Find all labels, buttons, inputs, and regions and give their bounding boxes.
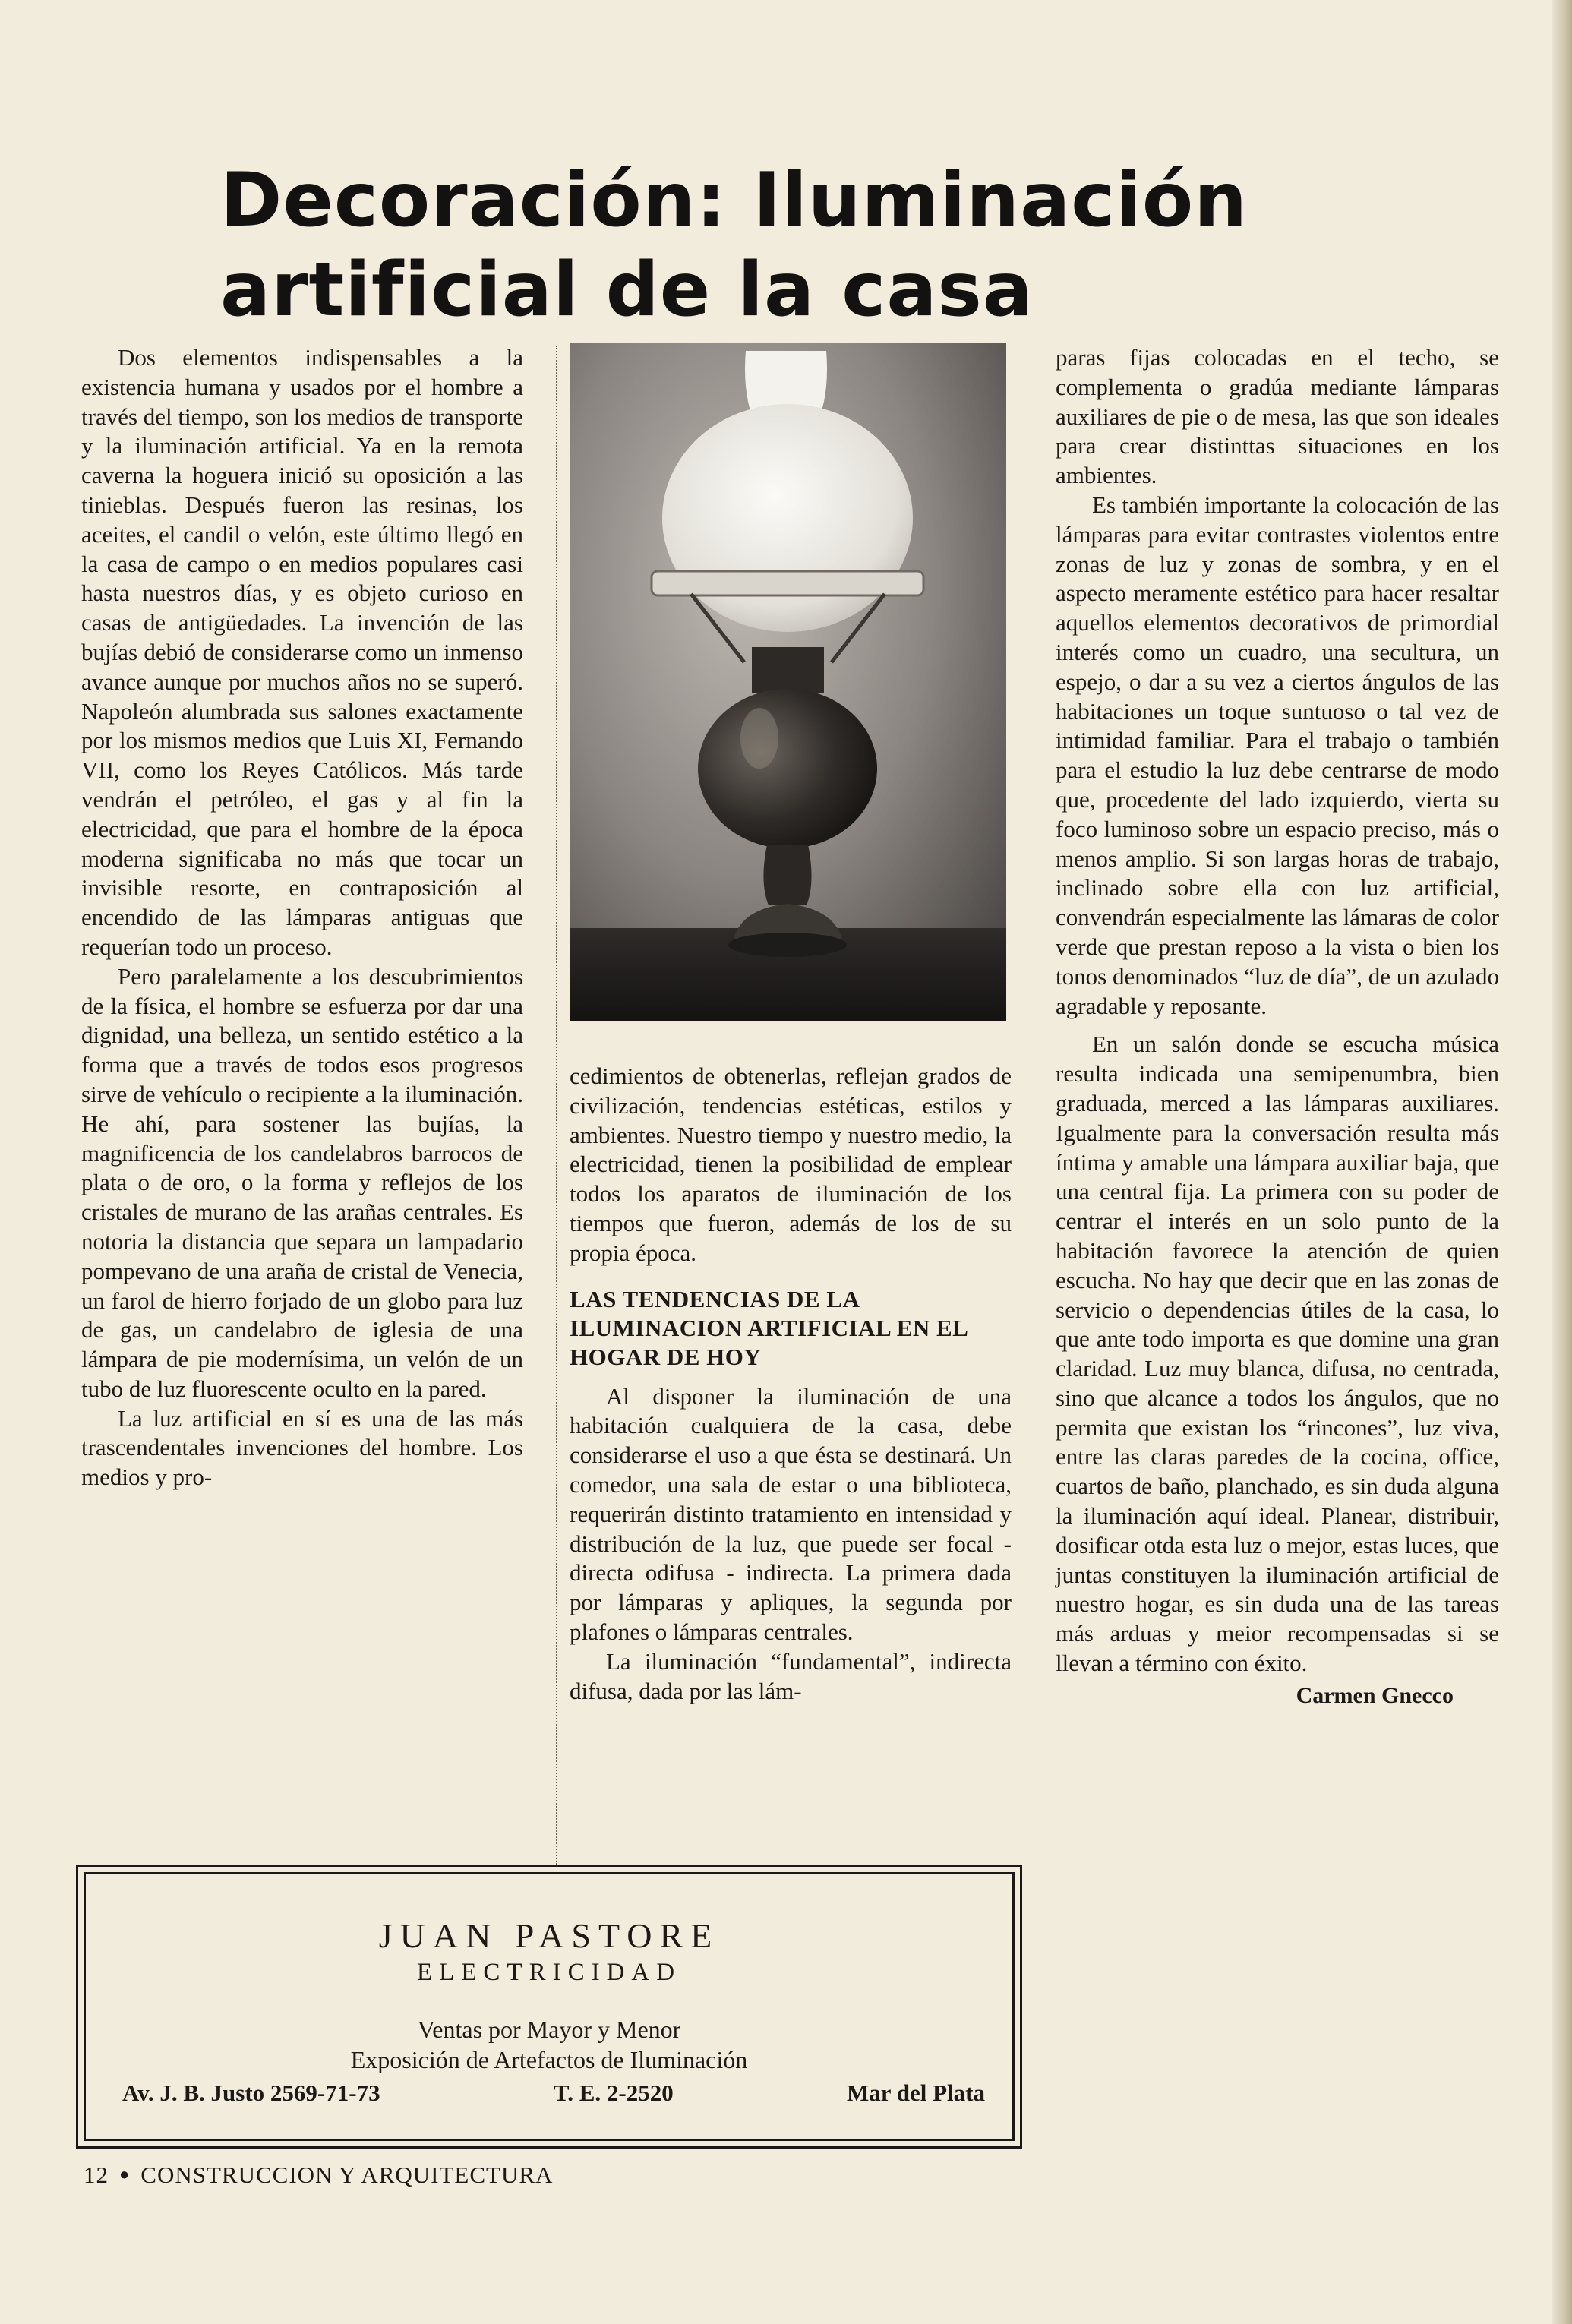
column-divider xyxy=(556,346,558,1865)
bullet-icon: ● xyxy=(119,2165,131,2183)
paragraph: Dos elementos indispensables a la existencia humana y usados por el hombre a través del tiempo, son los medios de transporte y la iluminación artificial. Ya en la remota caverna la hoguera inició su oposición a las tinieblas. Después fueron las resinas, los aceites, el candil o velón, este último llegó en la casa de campo o en medios populares casi hasta nuestros días, y es objeto curioso en casas de antigüedades. La invención de las bujías debió de considerarse como un inmenso avance aunque por muchos años no se superó. Napoleón alumbrada sus salones exactamente por los mismos medios que Luis XI, Fernando VII, como los Reyes Católicos. Más tarde vendrán el petróleo, el gas y al fin la electricidad, que para el hombre de la época moderna significaba no más que tocar un invisible resorte, en contraposición al encendido de las lámparas antiguas que requerían todo un proceso. xyxy=(81,344,523,960)
column-2 xyxy=(570,1062,1012,1706)
article-title xyxy=(220,156,1375,335)
paragraph: Es también importante la colocación de las lámparas para evitar contrastes violentos entre zonas de luz y zonas de sombra, y en el aspecto meramente estético para hacer resaltar aquellos elementos decorativos de primordial interés como un cuadro, una secultura, un espejo, o dar a su vez a ciertos ángulos de las habitaciones un toque suntuoso o tal vez de intimidad familiar. Para el trabajo o también para el estudio la luz debe centrarse de modo que, procedente del lado izquierdo, vierta su foco luminoso sobre un espacio preciso, más o menos amplio. Si son largas horas de trabajo, inclinado sobre ella con luz artificial, convendrán especialmente las lámaras de color verde que prestan reposo a la vista o bien los tonos denominados “luz de día”, de un azulado agradable y reposante. xyxy=(1056,491,1499,1019)
paragraph: Pero paralelamente a los descubrimientos de la física, el hombre se esfuerza por dar una dignidad, una belleza, un sentido estético a la forma que a través de todos esos progresos sirve de vehículo o recipiente a la iluminación. He ahí, para sostener las bujías, la magnificencia de los candelabros barrocos de plata o de oro, o la forma y reflejos de los cristales de murano de las arañas centrales. Es notoria la distancia que separa un lampadario pompevano de una araña de cristal de Venecia, un farol de hierro forjado de un globo para luz de gas, un candelabro de iglesia de una lámpara de pie modernísima, un velón de un tubo de luz fluorescente oculto en la pared. xyxy=(81,962,523,1402)
paragraph: La luz artificial en sí es una de las más trascendentales invenciones del hombre. Los medios y pro- xyxy=(81,1404,523,1491)
title-line-2: artificial de la casa xyxy=(220,247,1034,333)
ad-line-2: Exposición de Artefactos de Iluminación xyxy=(350,2046,748,2073)
ad-contact-row xyxy=(122,2079,985,2107)
paragraph: paras fijas colocadas en el techo, se complementa o gradúa mediante lámparas auxiliares de pie o de mesa, las que son ideales para crear distinttas situaciones en los ambientes. xyxy=(1056,344,1499,489)
paragraph: Al disponer la iluminación de una habitación cualquiera de la casa, debe considerarse el uso a que ésta se destinará. Un comedor, una sala de estar o una biblioteca, requerirán distinto tratamiento en intensidad y distribución de la luz, que puede ser focal - directa odifusa - indirecta. La primera dada por lámparas y apliques, la segunda por plafones o lámparas centrales. xyxy=(570,1382,1012,1645)
paragraph: cedimientos de obtenerlas, reflejan grados de civilización, tendencias estéticas, estilos y ambientes. Nuestro tiempo y nuestro medio, la electricidad, tienen la posibilidad de emplear todos los aparatos de iluminación de los tiempos que fueron, además de los de su propia época. xyxy=(570,1063,1012,1266)
magazine-name: CONSTRUCCION Y ARQUITECTURA xyxy=(140,2161,554,2188)
page-edge xyxy=(1552,0,1572,2324)
ad-phone: T. E. 2-2520 xyxy=(553,2079,674,2106)
ad-line-1: Ventas por Mayor y Menor xyxy=(417,2016,681,2043)
paragraph: En un salón donde se escucha música resulta indicada una semipenumbra, bien graduada, merced a las lámparas auxiliares. Igualmente para la conversación resulta más íntima y amable una lámpara auxiliar baja, que una central fija. La primera con su poder de centrar el interés en un solo punto de la habitación favorece la atención de quien escucha. No hay que decir que en las zonas de servicio o dependencias útiles de la casa, lo que ante todo importa es que domine una gran claridad. Luz muy blanca, difusa, no centrada, sino que alcance a todos los ángulos, que no permita que existan los “rincones”, luz viva, entre las claras paredes de la cocina, office, cuartos de baño, planchado, es sin duda alguna la iluminación aquí ideal. Planear, distribuir, dosificar otda esta luz o mejor, estas luces, que juntas constituyen la iluminación artificial de nuestro hogar, es sin duda una de las tareas más arduas y meior recompensadas si se llevan a término con éxito. xyxy=(1056,1031,1499,1677)
ad-city: Mar del Plata xyxy=(847,2079,985,2106)
ad-company-type: ELECTRICIDAD xyxy=(416,1959,682,1986)
column-1 xyxy=(81,343,523,1492)
author-signature: Carmen Gnecco xyxy=(1296,1682,1454,1708)
section-heading: LAS TENDENCIAS DE LA ILUMINACION ARTIFICIAL EN EL HOGAR DE HOY xyxy=(570,1285,968,1370)
ad-company-name: JUAN PASTORE xyxy=(378,1916,720,1955)
page-footer xyxy=(84,2161,553,2189)
advertisement-box xyxy=(84,1872,1015,2141)
ad-address: Av. J. B. Justo 2569-71-73 xyxy=(122,2079,380,2106)
column-3 xyxy=(1056,343,1499,1711)
oil-lamp-photo xyxy=(570,343,1006,1021)
paragraph: La iluminación “fundamental”, indirecta difusa, dada por las lám- xyxy=(570,1647,1012,1704)
title-line-1: Decoración: Iluminación xyxy=(220,157,1248,244)
page-number: 12 xyxy=(84,2161,109,2188)
